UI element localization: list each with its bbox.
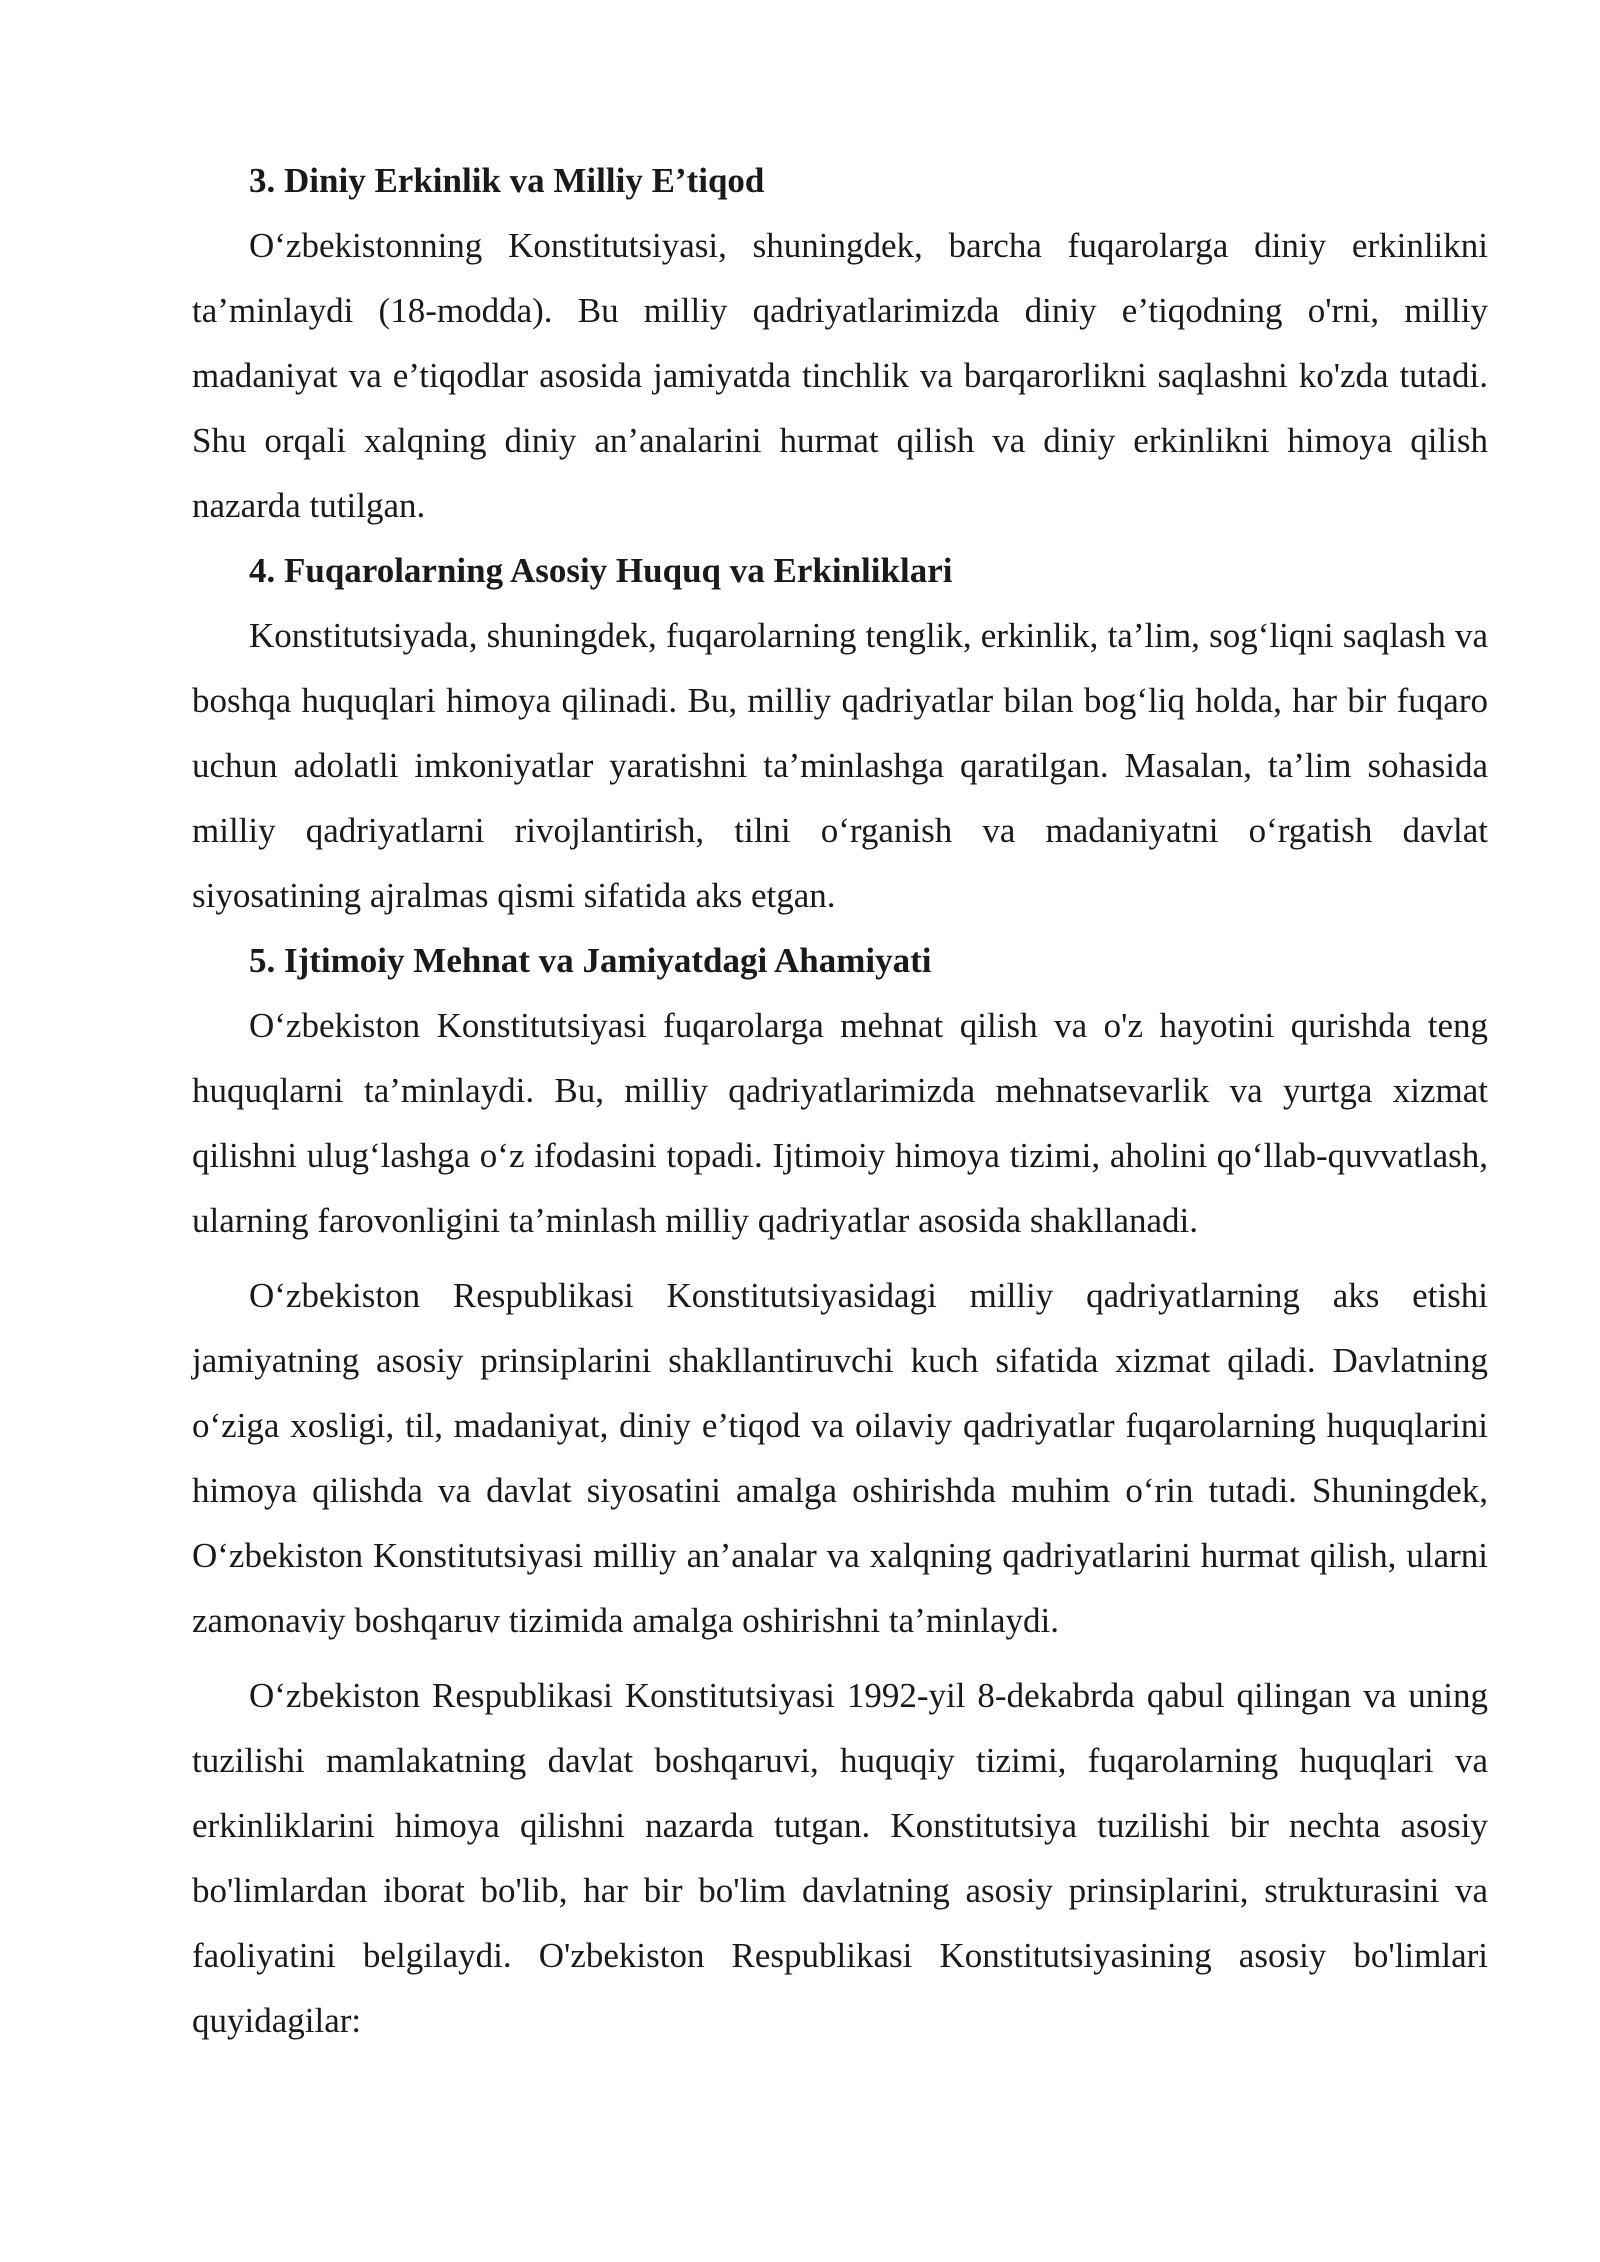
- paragraph: O‘zbekiston Respublikasi Konstitutsiyasidagi milliy qadriyatlarning aks etishi jamiyatning asosiy prinsiplarini shakllantiruvchi kuch sifatida xizmat qiladi. Davlatning o‘ziga xosligi, til, madaniyat, diniy e’tiqod va oilaviy qadriyatlar fuqarolarning huquqlarini himoya qilishda va davlat siyosatini amalga oshirishda muhim o‘rin tutadi. Shuningdek, O‘zbekiston Konstitutsiyasi milliy an’analar va xalqning qadriyatlarini hurmat qilish, ularni zamonaviy boshqaruv tizimida amalga oshirishni ta’minlaydi.: [192, 1276, 1488, 1640]
- document-body: [192, 148, 1488, 2053]
- paragraph: O‘zbekistonning Konstitutsiyasi, shuningdek, barcha fuqarolarga diniy erkinlikni ta’minlaydi (18-modda). Bu milliy qadriyatlarimizda diniy e’tiqodning o'rni, milliy madaniyat va e’tiqodlar asosida jamiyatda tinchlik va barqarorlikni saqlashni ko'zda tutadi. Shu orqali xalqning diniy an’analarini hurmat qilish va diniy erkinlikni himoya qilish nazarda tutilgan.: [192, 226, 1488, 525]
- paragraph: O‘zbekiston Konstitutsiyasi fuqarolarga mehnat qilish va o'z hayotini qurishda teng huquqlarni ta’minlaydi. Bu, milliy qadriyatlarimizda mehnatsevarlik va yurtga xizmat qilishni ulug‘lashga o‘z ifodasini topadi. Ijtimoiy himoya tizimi, aholini qo‘llab-quvvatlash, ularning farovonligini ta’minlash milliy qadriyatlar asosida shakllanadi.: [192, 1006, 1488, 1240]
- section-heading-4: 4. Fuqarolarning Asosiy Huquq va Erkinliklari: [249, 551, 953, 590]
- paragraph: O‘zbekiston Respublikasi Konstitutsiyasi 1992-yil 8-dekabrda qabul qilingan va uning tuzilishi mamlakatning davlat boshqaruvi, huquqiy tizimi, fuqarolarning huquqlari va erkinliklarini himoya qilishni nazarda tutgan. Konstitutsiya tuzilishi bir nechta asosiy bo'limlardan iborat bo'lib, har bir bo'lim davlatning asosiy prinsiplarini, strukturasini va faoliyatini belgilaydi. O'zbekiston Respublikasi Konstitutsiyasining asosiy bo'limlari quyidagilar:: [192, 1676, 1488, 2040]
- section-heading-3: 3. Diniy Erkinlik va Milliy E’tiqod: [249, 161, 765, 200]
- paragraph: Konstitutsiyada, shuningdek, fuqarolarning tenglik, erkinlik, ta’lim, sog‘liqni saqlash va boshqa huquqlari himoya qilinadi. Bu, milliy qadriyatlar bilan bog‘liq holda, har bir fuqaro uchun adolatli imkoniyatlar yaratishni ta’minlashga qaratilgan. Masalan, ta’lim sohasida milliy qadriyatlarni rivojlantirish, tilni o‘rganish va madaniyatni o‘rgatish davlat siyosatining ajralmas qismi sifatida aks etgan.: [192, 616, 1488, 915]
- section-heading-5: 5. Ijtimoiy Mehnat va Jamiyatdagi Ahamiyati: [249, 941, 932, 980]
